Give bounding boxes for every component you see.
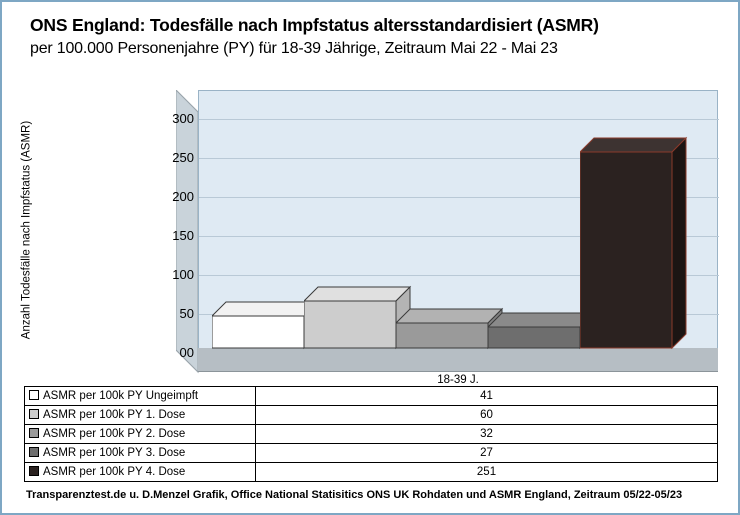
legend-swatch-icon <box>29 428 39 438</box>
legend-label-ungeimpft <box>25 387 256 406</box>
legend-label-dose-4 <box>25 463 256 482</box>
legend-text: ASMR per 100k PY 1. Dose <box>43 409 186 421</box>
footer-source: Transparenztest.de u. D.Menzel Grafik, Office National Statisitics ONS UK Rohdaten und ASMR England, Zeitraum 05/22-05/23 <box>26 489 683 501</box>
legend-value-dose-4: 251 <box>256 463 718 482</box>
legend-swatch-icon <box>29 447 39 457</box>
bar-dose-2[interactable] <box>396 90 502 348</box>
legend-table <box>24 386 718 482</box>
legend-label-dose-1 <box>25 406 256 425</box>
legend-text: ASMR per 100k PY 2. Dose <box>43 428 186 440</box>
y-tick-300: 300 <box>172 111 194 126</box>
legend-swatch-icon <box>29 466 39 476</box>
bar-dose-4-shape <box>580 90 704 352</box>
legend-row-dose-1[interactable] <box>25 406 718 425</box>
y-axis-title <box>16 92 36 377</box>
legend-swatch-icon <box>29 409 39 419</box>
y-tick-150: 150 <box>172 228 194 243</box>
legend-swatch-icon <box>29 390 39 400</box>
bar-dose-1[interactable] <box>304 90 410 348</box>
y-axis-ticks <box>142 90 194 372</box>
legend-label-dose-2 <box>25 425 256 444</box>
bar-dose-4[interactable] <box>580 90 690 348</box>
y-tick-100: 100 <box>172 267 194 282</box>
legend-row-dose-2[interactable] <box>25 425 718 444</box>
chart-title-line1: ONS England: Todesfälle nach Impfstatus altersstandardisiert (ASMR) <box>30 15 599 35</box>
y-tick-250: 250 <box>172 150 194 165</box>
legend-value-dose-2: 32 <box>256 425 718 444</box>
y-tick-200: 200 <box>172 189 194 204</box>
y-tick-50: 50 <box>179 306 194 321</box>
y-axis-title-label: Anzahl Todesfälle nach Impfstatus (ASMR) <box>20 120 33 340</box>
legend-value-dose-1: 60 <box>256 406 718 425</box>
chart-title-line2: per 100.000 Personenjahre (PY) für 18-39 Jährige, Zeitraum Mai 22 - Mai 23 <box>30 40 558 57</box>
legend-row-dose-4[interactable] <box>25 463 718 482</box>
legend-text: ASMR per 100k PY Ungeimpft <box>43 390 199 402</box>
category-label: 18-39 J. <box>437 374 479 386</box>
plot-area <box>198 90 718 372</box>
legend-label-dose-3 <box>25 444 256 463</box>
y-tick-0: 00 <box>179 345 194 360</box>
legend-value-ungeimpft: 41 <box>256 387 718 406</box>
legend-text: ASMR per 100k PY 3. Dose <box>43 447 186 459</box>
chart-title <box>30 14 720 60</box>
legend-row-dose-3[interactable] <box>25 444 718 463</box>
bar-dose-3[interactable] <box>488 90 594 348</box>
legend-value-dose-3: 27 <box>256 444 718 463</box>
legend-row-ungeimpft[interactable] <box>25 387 718 406</box>
bar-ungeimpft[interactable] <box>212 90 318 348</box>
legend-text: ASMR per 100k PY 4. Dose <box>43 466 186 478</box>
